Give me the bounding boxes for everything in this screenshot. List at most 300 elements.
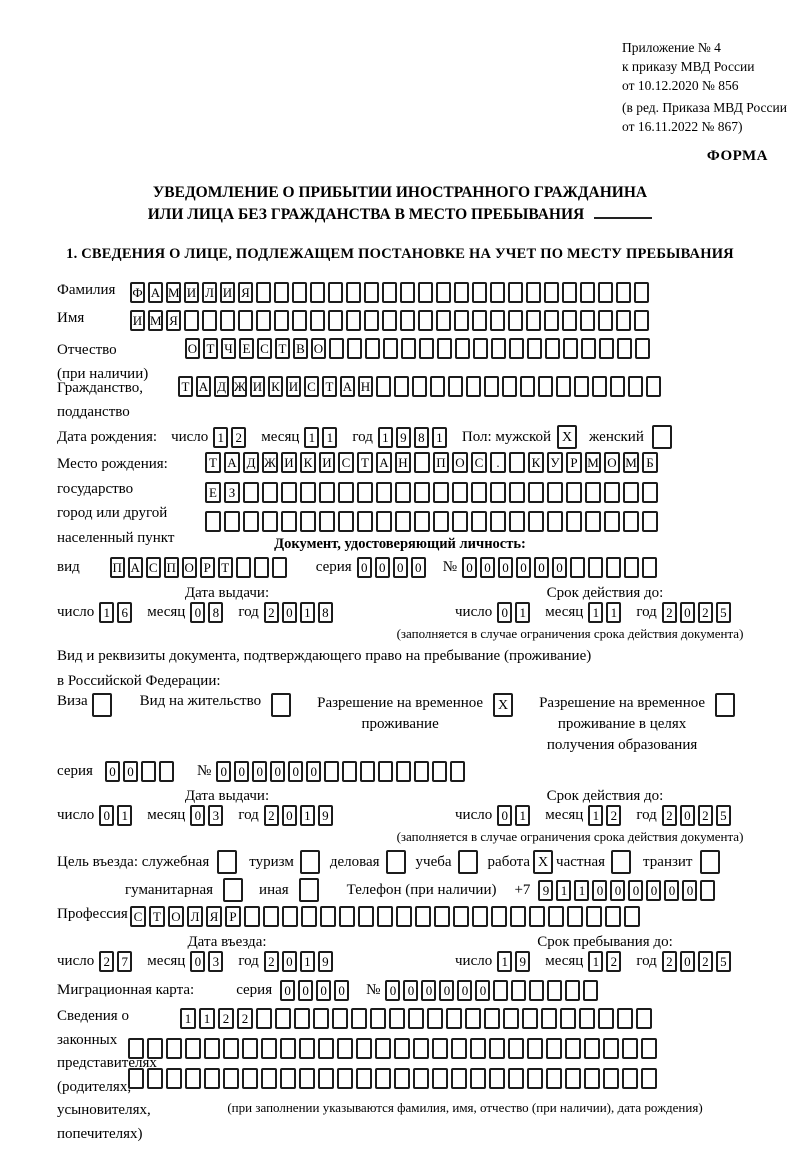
- char-box[interactable]: [310, 310, 325, 331]
- char-box[interactable]: [574, 376, 589, 397]
- char-box[interactable]: 0: [306, 761, 321, 782]
- char-box[interactable]: С: [146, 557, 161, 578]
- char-box[interactable]: [490, 282, 505, 303]
- char-box[interactable]: [408, 1008, 424, 1029]
- char-box[interactable]: У: [547, 452, 563, 473]
- char-box[interactable]: [546, 1038, 562, 1059]
- char-box[interactable]: Б: [642, 452, 658, 473]
- char-box[interactable]: 1: [300, 602, 315, 623]
- purpose-transit-checkbox[interactable]: [700, 850, 720, 874]
- char-box[interactable]: [394, 376, 409, 397]
- char-box[interactable]: [622, 1038, 638, 1059]
- char-box[interactable]: [220, 310, 235, 331]
- char-box[interactable]: 0: [375, 557, 390, 578]
- char-box[interactable]: К: [268, 376, 283, 397]
- char-box[interactable]: [346, 282, 361, 303]
- char-box[interactable]: [243, 511, 259, 532]
- char-box[interactable]: [243, 482, 259, 503]
- char-box[interactable]: [292, 282, 307, 303]
- char-box[interactable]: [128, 1038, 144, 1059]
- char-box[interactable]: [642, 482, 658, 503]
- char-box[interactable]: [300, 511, 316, 532]
- char-box[interactable]: [128, 1068, 144, 1089]
- purpose-tourism-checkbox[interactable]: [300, 850, 320, 874]
- char-box[interactable]: [319, 482, 335, 503]
- char-box[interactable]: [364, 282, 379, 303]
- char-box[interactable]: З: [224, 482, 240, 503]
- char-box[interactable]: [526, 282, 541, 303]
- char-box[interactable]: [700, 880, 715, 901]
- char-box[interactable]: [472, 310, 487, 331]
- char-box[interactable]: [274, 282, 289, 303]
- char-box[interactable]: [347, 338, 362, 359]
- char-box[interactable]: 0: [385, 980, 400, 1001]
- char-box[interactable]: [389, 1008, 405, 1029]
- char-box[interactable]: [351, 1008, 367, 1029]
- char-box[interactable]: [565, 980, 580, 1001]
- char-box[interactable]: А: [340, 376, 355, 397]
- char-box[interactable]: [375, 1038, 391, 1059]
- char-box[interactable]: 0: [316, 980, 331, 1001]
- char-box[interactable]: 1: [304, 427, 319, 448]
- char-box[interactable]: [356, 1068, 372, 1089]
- char-box[interactable]: 0: [123, 761, 138, 782]
- char-box[interactable]: [382, 282, 397, 303]
- char-box[interactable]: И: [281, 452, 297, 473]
- char-box[interactable]: 0: [252, 761, 267, 782]
- char-box[interactable]: [586, 906, 602, 927]
- char-box[interactable]: 0: [475, 980, 490, 1001]
- char-box[interactable]: [383, 338, 398, 359]
- char-box[interactable]: [489, 1068, 505, 1089]
- char-box[interactable]: [433, 482, 449, 503]
- char-box[interactable]: [526, 310, 541, 331]
- char-box[interactable]: [583, 980, 598, 1001]
- char-box[interactable]: [364, 310, 379, 331]
- char-box[interactable]: [470, 1038, 486, 1059]
- char-box[interactable]: [635, 338, 650, 359]
- char-box[interactable]: [244, 906, 260, 927]
- char-box[interactable]: Л: [187, 906, 203, 927]
- char-box[interactable]: [346, 310, 361, 331]
- char-box[interactable]: [623, 482, 639, 503]
- char-box[interactable]: [360, 761, 375, 782]
- char-box[interactable]: [509, 452, 525, 473]
- char-box[interactable]: О: [311, 338, 326, 359]
- sex-female-checkbox[interactable]: [652, 425, 672, 449]
- char-box[interactable]: [338, 482, 354, 503]
- char-box[interactable]: [471, 511, 487, 532]
- char-box[interactable]: [580, 310, 595, 331]
- char-box[interactable]: [256, 282, 271, 303]
- char-box[interactable]: 0: [592, 880, 607, 901]
- char-box[interactable]: [281, 482, 297, 503]
- char-box[interactable]: [502, 376, 517, 397]
- char-box[interactable]: [646, 376, 661, 397]
- char-box[interactable]: 0: [357, 557, 372, 578]
- char-box[interactable]: Т: [357, 452, 373, 473]
- char-box[interactable]: [328, 310, 343, 331]
- char-box[interactable]: [419, 338, 434, 359]
- char-box[interactable]: 0: [190, 951, 205, 972]
- char-box[interactable]: М: [166, 282, 181, 303]
- char-box[interactable]: [261, 1038, 277, 1059]
- char-box[interactable]: А: [224, 452, 240, 473]
- char-box[interactable]: 9: [538, 880, 553, 901]
- char-box[interactable]: [562, 282, 577, 303]
- char-box[interactable]: [446, 1008, 462, 1029]
- char-box[interactable]: [465, 1008, 481, 1029]
- char-box[interactable]: 9: [396, 427, 411, 448]
- char-box[interactable]: [337, 1068, 353, 1089]
- char-box[interactable]: [147, 1068, 163, 1089]
- char-box[interactable]: [400, 310, 415, 331]
- char-box[interactable]: [527, 338, 542, 359]
- char-box[interactable]: [598, 310, 613, 331]
- char-box[interactable]: 1: [199, 1008, 215, 1029]
- char-box[interactable]: [357, 482, 373, 503]
- char-box[interactable]: [642, 511, 658, 532]
- char-box[interactable]: 1: [322, 427, 337, 448]
- char-box[interactable]: [329, 338, 344, 359]
- char-box[interactable]: [606, 557, 621, 578]
- char-box[interactable]: К: [300, 452, 316, 473]
- char-box[interactable]: Я: [166, 310, 181, 331]
- char-box[interactable]: [566, 511, 582, 532]
- char-box[interactable]: [414, 761, 429, 782]
- char-box[interactable]: А: [128, 557, 143, 578]
- char-box[interactable]: [202, 310, 217, 331]
- char-box[interactable]: 0: [516, 557, 531, 578]
- char-box[interactable]: [370, 1008, 386, 1029]
- char-box[interactable]: 5: [716, 602, 731, 623]
- char-box[interactable]: [588, 557, 603, 578]
- char-box[interactable]: Я: [206, 906, 222, 927]
- char-box[interactable]: И: [220, 282, 235, 303]
- char-box[interactable]: [617, 338, 632, 359]
- char-box[interactable]: [547, 511, 563, 532]
- char-box[interactable]: [242, 1038, 258, 1059]
- char-box[interactable]: [585, 482, 601, 503]
- char-box[interactable]: 0: [282, 602, 297, 623]
- char-box[interactable]: 0: [403, 980, 418, 1001]
- char-box[interactable]: [395, 511, 411, 532]
- char-box[interactable]: [414, 482, 430, 503]
- char-box[interactable]: [376, 482, 392, 503]
- char-box[interactable]: [472, 906, 488, 927]
- char-box[interactable]: [527, 1038, 543, 1059]
- char-box[interactable]: [563, 338, 578, 359]
- char-box[interactable]: [508, 1038, 524, 1059]
- char-box[interactable]: [592, 376, 607, 397]
- char-box[interactable]: [280, 1038, 296, 1059]
- char-box[interactable]: [453, 906, 469, 927]
- char-box[interactable]: [356, 1038, 372, 1059]
- char-box[interactable]: [493, 980, 508, 1001]
- residence-permit-checkbox[interactable]: [271, 693, 291, 717]
- char-box[interactable]: 0: [682, 880, 697, 901]
- char-box[interactable]: [413, 1068, 429, 1089]
- char-box[interactable]: [427, 1008, 443, 1029]
- char-box[interactable]: 2: [698, 805, 713, 826]
- char-box[interactable]: [261, 1068, 277, 1089]
- char-box[interactable]: Т: [203, 338, 218, 359]
- char-box[interactable]: В: [293, 338, 308, 359]
- char-box[interactable]: [538, 376, 553, 397]
- char-box[interactable]: [604, 482, 620, 503]
- char-box[interactable]: [622, 1068, 638, 1089]
- purpose-study-checkbox[interactable]: [458, 850, 478, 874]
- char-box[interactable]: 6: [117, 602, 132, 623]
- char-box[interactable]: 2: [237, 1008, 253, 1029]
- char-box[interactable]: 1: [432, 427, 447, 448]
- char-box[interactable]: Р: [200, 557, 215, 578]
- char-box[interactable]: А: [376, 452, 392, 473]
- char-box[interactable]: М: [585, 452, 601, 473]
- char-box[interactable]: Т: [205, 452, 221, 473]
- char-box[interactable]: [490, 310, 505, 331]
- char-box[interactable]: 0: [680, 602, 695, 623]
- char-box[interactable]: [300, 482, 316, 503]
- char-box[interactable]: 0: [411, 557, 426, 578]
- char-box[interactable]: [394, 1038, 410, 1059]
- char-box[interactable]: [579, 1008, 595, 1029]
- char-box[interactable]: [159, 761, 174, 782]
- char-box[interactable]: [365, 338, 380, 359]
- char-box[interactable]: 3: [208, 805, 223, 826]
- char-box[interactable]: [275, 1008, 291, 1029]
- char-box[interactable]: [454, 310, 469, 331]
- char-box[interactable]: 0: [646, 880, 661, 901]
- char-box[interactable]: 9: [318, 951, 333, 972]
- char-box[interactable]: [401, 338, 416, 359]
- char-box[interactable]: [358, 906, 374, 927]
- char-box[interactable]: Д: [243, 452, 259, 473]
- char-box[interactable]: 0: [497, 805, 512, 826]
- char-box[interactable]: [292, 310, 307, 331]
- char-box[interactable]: 2: [606, 805, 621, 826]
- char-box[interactable]: [634, 310, 649, 331]
- char-box[interactable]: [262, 511, 278, 532]
- char-box[interactable]: [205, 511, 221, 532]
- char-box[interactable]: [489, 1038, 505, 1059]
- char-box[interactable]: [508, 1068, 524, 1089]
- char-box[interactable]: 1: [378, 427, 393, 448]
- char-box[interactable]: 0: [421, 980, 436, 1001]
- char-box[interactable]: [544, 310, 559, 331]
- char-box[interactable]: [484, 376, 499, 397]
- char-box[interactable]: [604, 511, 620, 532]
- char-box[interactable]: [238, 310, 253, 331]
- char-box[interactable]: [508, 310, 523, 331]
- char-box[interactable]: [204, 1068, 220, 1089]
- char-box[interactable]: [328, 282, 343, 303]
- char-box[interactable]: [541, 1008, 557, 1029]
- char-box[interactable]: [324, 761, 339, 782]
- char-box[interactable]: [436, 310, 451, 331]
- char-box[interactable]: [452, 482, 468, 503]
- char-box[interactable]: 2: [662, 805, 677, 826]
- char-box[interactable]: [332, 1008, 348, 1029]
- char-box[interactable]: И: [130, 310, 145, 331]
- char-box[interactable]: 2: [264, 805, 279, 826]
- char-box[interactable]: 0: [498, 557, 513, 578]
- char-box[interactable]: [301, 906, 317, 927]
- char-box[interactable]: [342, 761, 357, 782]
- char-box[interactable]: 0: [628, 880, 643, 901]
- char-box[interactable]: 1: [213, 427, 228, 448]
- char-box[interactable]: [434, 906, 450, 927]
- char-box[interactable]: 0: [439, 980, 454, 1001]
- char-box[interactable]: [318, 1068, 334, 1089]
- char-box[interactable]: [281, 511, 297, 532]
- char-box[interactable]: [242, 1068, 258, 1089]
- char-box[interactable]: [299, 1068, 315, 1089]
- char-box[interactable]: [584, 1038, 600, 1059]
- char-box[interactable]: [634, 282, 649, 303]
- char-box[interactable]: 0: [280, 980, 295, 1001]
- char-box[interactable]: [337, 1038, 353, 1059]
- char-box[interactable]: [560, 1008, 576, 1029]
- char-box[interactable]: [491, 338, 506, 359]
- char-box[interactable]: [520, 376, 535, 397]
- char-box[interactable]: Т: [149, 906, 165, 927]
- char-box[interactable]: 1: [117, 805, 132, 826]
- char-box[interactable]: [430, 376, 445, 397]
- char-box[interactable]: 0: [282, 951, 297, 972]
- char-box[interactable]: [451, 1068, 467, 1089]
- char-box[interactable]: [375, 1068, 391, 1089]
- char-box[interactable]: [415, 906, 431, 927]
- char-box[interactable]: [294, 1008, 310, 1029]
- char-box[interactable]: [623, 511, 639, 532]
- char-box[interactable]: [509, 482, 525, 503]
- char-box[interactable]: 7: [117, 951, 132, 972]
- char-box[interactable]: [418, 310, 433, 331]
- char-box[interactable]: [528, 482, 544, 503]
- char-box[interactable]: [414, 511, 430, 532]
- char-box[interactable]: [616, 310, 631, 331]
- char-box[interactable]: 8: [208, 602, 223, 623]
- char-box[interactable]: [473, 338, 488, 359]
- char-box[interactable]: [544, 282, 559, 303]
- char-box[interactable]: [565, 1068, 581, 1089]
- char-box[interactable]: [396, 761, 411, 782]
- char-box[interactable]: 0: [105, 761, 120, 782]
- char-box[interactable]: [280, 1068, 296, 1089]
- char-box[interactable]: А: [148, 282, 163, 303]
- char-box[interactable]: 0: [288, 761, 303, 782]
- char-box[interactable]: 2: [231, 427, 246, 448]
- char-box[interactable]: [472, 282, 487, 303]
- char-box[interactable]: [319, 511, 335, 532]
- char-box[interactable]: [624, 557, 639, 578]
- char-box[interactable]: [184, 310, 199, 331]
- char-box[interactable]: [503, 1008, 519, 1029]
- char-box[interactable]: 2: [99, 951, 114, 972]
- char-box[interactable]: [224, 511, 240, 532]
- char-box[interactable]: Т: [275, 338, 290, 359]
- char-box[interactable]: 0: [457, 980, 472, 1001]
- char-box[interactable]: 2: [264, 602, 279, 623]
- char-box[interactable]: [616, 282, 631, 303]
- char-box[interactable]: [509, 338, 524, 359]
- char-box[interactable]: И: [319, 452, 335, 473]
- char-box[interactable]: 3: [208, 951, 223, 972]
- char-box[interactable]: [436, 282, 451, 303]
- char-box[interactable]: [262, 482, 278, 503]
- char-box[interactable]: [545, 338, 560, 359]
- char-box[interactable]: М: [148, 310, 163, 331]
- char-box[interactable]: [567, 906, 583, 927]
- char-box[interactable]: [256, 310, 271, 331]
- char-box[interactable]: 0: [99, 805, 114, 826]
- char-box[interactable]: [141, 761, 156, 782]
- char-box[interactable]: [274, 310, 289, 331]
- char-box[interactable]: [412, 376, 427, 397]
- char-box[interactable]: [185, 1068, 201, 1089]
- char-box[interactable]: .: [490, 452, 506, 473]
- sex-male-checkbox[interactable]: X: [557, 425, 577, 449]
- char-box[interactable]: [432, 761, 447, 782]
- char-box[interactable]: [470, 1068, 486, 1089]
- char-box[interactable]: [223, 1038, 239, 1059]
- char-box[interactable]: 8: [414, 427, 429, 448]
- char-box[interactable]: Т: [322, 376, 337, 397]
- char-box[interactable]: [603, 1068, 619, 1089]
- char-box[interactable]: [491, 906, 507, 927]
- char-box[interactable]: 0: [534, 557, 549, 578]
- char-box[interactable]: [603, 1038, 619, 1059]
- char-box[interactable]: [528, 511, 544, 532]
- char-box[interactable]: Е: [239, 338, 254, 359]
- char-box[interactable]: [313, 1008, 329, 1029]
- char-box[interactable]: [584, 1068, 600, 1089]
- char-box[interactable]: 0: [334, 980, 349, 1001]
- char-box[interactable]: [508, 282, 523, 303]
- purpose-humanitarian-checkbox[interactable]: [223, 878, 243, 902]
- purpose-private-checkbox[interactable]: [611, 850, 631, 874]
- char-box[interactable]: Ч: [221, 338, 236, 359]
- purpose-business-checkbox[interactable]: [386, 850, 406, 874]
- char-box[interactable]: 0: [462, 557, 477, 578]
- char-box[interactable]: [394, 1068, 410, 1089]
- char-box[interactable]: 1: [515, 805, 530, 826]
- char-box[interactable]: [310, 282, 325, 303]
- char-box[interactable]: [580, 282, 595, 303]
- char-box[interactable]: [454, 282, 469, 303]
- char-box[interactable]: Т: [178, 376, 193, 397]
- char-box[interactable]: О: [604, 452, 620, 473]
- char-box[interactable]: [522, 1008, 538, 1029]
- char-box[interactable]: [254, 557, 269, 578]
- char-box[interactable]: Р: [225, 906, 241, 927]
- char-box[interactable]: 2: [698, 951, 713, 972]
- char-box[interactable]: 1: [588, 951, 603, 972]
- char-box[interactable]: [256, 1008, 272, 1029]
- char-box[interactable]: 2: [218, 1008, 234, 1029]
- char-box[interactable]: С: [304, 376, 319, 397]
- char-box[interactable]: [432, 1038, 448, 1059]
- char-box[interactable]: 2: [662, 951, 677, 972]
- char-box[interactable]: [562, 310, 577, 331]
- char-box[interactable]: 1: [606, 602, 621, 623]
- char-box[interactable]: [450, 761, 465, 782]
- char-box[interactable]: Л: [202, 282, 217, 303]
- char-box[interactable]: 0: [552, 557, 567, 578]
- char-box[interactable]: [414, 452, 430, 473]
- char-box[interactable]: 1: [300, 951, 315, 972]
